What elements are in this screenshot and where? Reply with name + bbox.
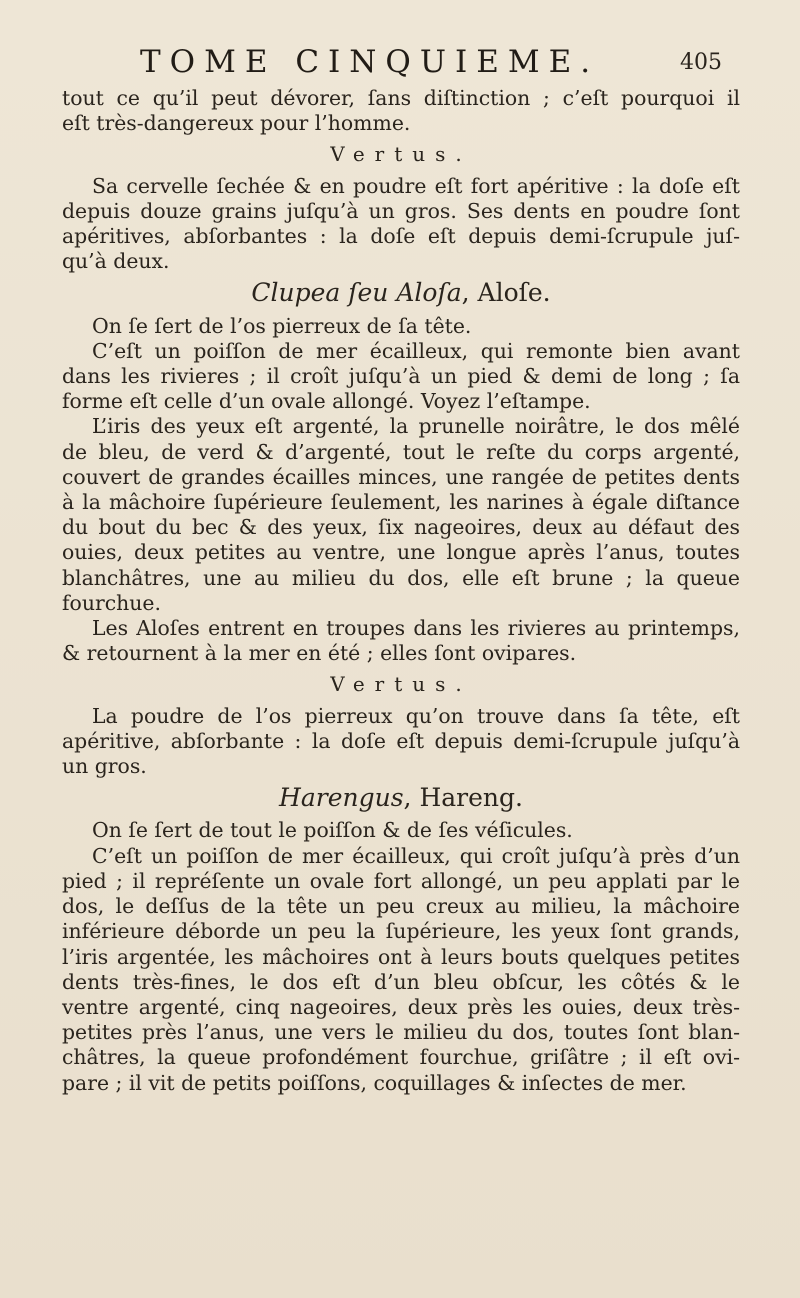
text-line: qu’à deux. [62, 249, 170, 274]
text-line: châtres, la queue profondément fourchue, griſâtre ; il eſt ovi- [62, 1045, 740, 1070]
text-line: Les Aloſes entrent en troupes dans les rivieres au printemps, [92, 616, 740, 641]
text-line: ventre argenté, cinq nageoires, deux près les ouies, deux très- [62, 994, 740, 1019]
text-line: inférieure déborde un peu la ſupérieure, les yeux ſont grands, [62, 919, 740, 944]
species-heading-alose [62, 278, 740, 308]
text-line: Sa cervelle ſechée & en poudre eſt fort apéritive : la doſe eſt [92, 173, 740, 198]
section-heading-vertus-2: Vertus. [330, 672, 472, 697]
text-line: La poudre de l’os pierreux qu’on trouve dans ſa tête, eſt [92, 703, 740, 728]
text-line: forme eſt celle d’un ovale allongé. Voyez l’eſtampe. [62, 389, 591, 414]
text-line: pied ; il repréſente un ovale fort allongé, un peu applati par le [62, 868, 740, 893]
text-line: On ſe ſert de tout le poiſſon & de ſes véſicules. [92, 818, 573, 843]
text-line: C’eſt un poiſſon de mer écailleux, qui remonte bien avant [92, 338, 740, 363]
text-line: blanchâtres, une au milieu du dos, elle eſt brune ; la queue [62, 565, 740, 590]
species-latin-name: Clupea ſeu Aloſa [251, 278, 462, 308]
section-heading-vertus: Vertus. [330, 142, 472, 167]
species-heading-hareng [62, 783, 740, 813]
text-line: On ſe ſert de l’os pierreux de ſa tête. [92, 313, 472, 338]
text-line: eſt très-dangereux pour l’homme. [62, 111, 411, 136]
paragraph-iris [62, 414, 740, 616]
species-french-name: Hareng. [419, 783, 523, 813]
text-line: dents très-fines, le dos eſt d’un bleu obſcur, les côtés & le [62, 969, 740, 994]
text-line: dos, le deſſus de la tête un peu creux au milieu, la mâchoire [62, 894, 740, 919]
text-line: fourchue. [62, 590, 161, 615]
species-separator: , [403, 783, 420, 813]
text-line: petites près l’anus, une vers le milieu du dos, toutes ſont blan- [62, 1020, 740, 1045]
paragraph-poudre [62, 704, 740, 780]
text-line: & retournent à la mer en été ; elles ſont ovipares. [62, 641, 577, 666]
text-line: depuis douze grains juſqu’à un gros. Ses dents en poudre ſont [62, 198, 740, 223]
species-latin-name: Harengus [279, 783, 404, 813]
text-line: pare ; il vit de petits poiſſons, coquillages & inſectes de mer. [62, 1070, 687, 1095]
paragraph-troupes [62, 616, 740, 666]
main-text [62, 86, 740, 1096]
text-line: L’iris des yeux eſt argenté, la prunelle noirâtre, le dos mêlé [92, 414, 740, 439]
text-line: couvert de grandes écailles minces, une rangée de petites dents [62, 464, 740, 489]
text-line: apéritives, abſorbantes : la doſe eſt depuis demi-ſcrupule juſ- [62, 224, 740, 249]
species-separator: , [461, 278, 478, 308]
running-head [112, 42, 722, 86]
text-line: l’iris argentée, les mâchoires ont à leurs bouts quelques petites [62, 944, 740, 969]
text-line: C’eſt un poiſſon de mer écailleux, qui croît juſqu’à près d’un [92, 843, 740, 868]
text-line: de bleu, de verd & d’argenté, tout le reſte du corps argenté, [62, 439, 740, 464]
text-line: un gros. [62, 754, 147, 779]
species-french-name: Aloſe. [477, 278, 551, 308]
paragraph-cervelle [62, 174, 740, 275]
text-line: tout ce qu’il peut dévorer, ſans diſtinction ; c’eſt pourquoi il [62, 86, 740, 110]
text-line: à la mâchoire ſupérieure ſeulement, les narines à égale diſtance [62, 490, 740, 515]
paragraph-continuation [62, 86, 740, 136]
text-line: dans les rivieres ; il croît juſqu’à un pied & demi de long ; ſa [62, 364, 740, 389]
paragraph-poisson [62, 818, 740, 843]
paragraph-os-pierreux [62, 314, 740, 339]
page-number: 405 [680, 50, 722, 75]
text-line: ouies, deux petites au ventre, une longue après l’anus, toutes [62, 540, 740, 565]
paragraph-hareng-description [62, 844, 740, 1096]
paragraph-description [62, 339, 740, 415]
text-line: apéritive, abſorbante : la doſe eſt depuis demi-ſcrupule juſqu’à [62, 728, 740, 753]
text-line: du bout du bec & des yeux, ſix nageoires, deux au défaut des [62, 515, 740, 540]
running-title: TOME CINQUIEME. [140, 44, 600, 80]
